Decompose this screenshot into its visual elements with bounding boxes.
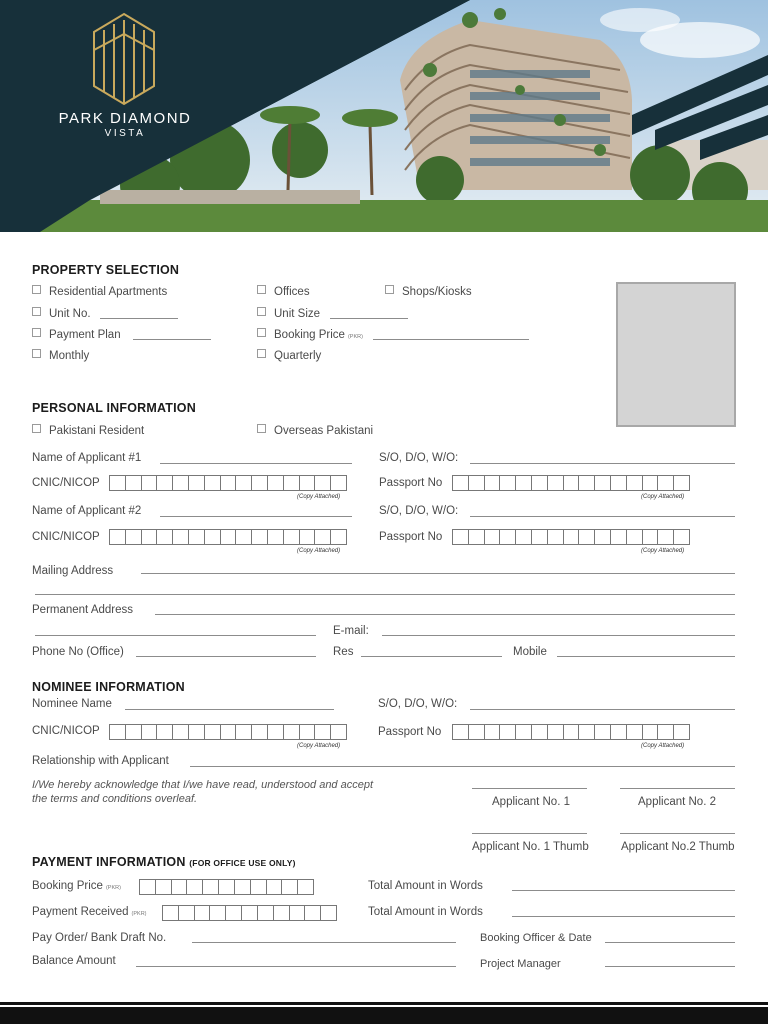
permanent-address-label: Permanent Address (32, 604, 134, 616)
payment-subtitle: (FOR OFFICE USE ONLY) (189, 858, 296, 868)
nominee-name-field[interactable] (125, 709, 334, 710)
personal-section-title: PERSONAL INFORMATION (32, 401, 196, 415)
phone-office-field[interactable] (136, 656, 316, 657)
copy-attached-note: (Copy Attached) (641, 743, 685, 749)
acknowledge-text (32, 778, 373, 806)
copy-attached-note: (Copy Attached) (297, 743, 341, 749)
payment-received-label (32, 906, 147, 918)
applicant2-passport-label: Passport No (379, 531, 443, 543)
diamond-logo-icon (94, 14, 154, 104)
applicant2-cnic-label: CNIC/NICOP (32, 531, 100, 543)
pkr-label: (PKR) (105, 885, 121, 891)
checkbox-icon (257, 285, 266, 294)
shops-checkbox[interactable] (385, 285, 472, 298)
acknowledge-line2: the terms and conditions overleaf. (32, 793, 198, 805)
residential-checkbox[interactable] (32, 285, 167, 298)
unit-no-field[interactable] (100, 318, 178, 319)
brand-name: PARK DIAMOND (58, 110, 192, 127)
mailing-address-field-2[interactable] (35, 594, 735, 595)
balance-amount-field[interactable] (136, 966, 456, 967)
booking-price-label: Booking Price (274, 329, 345, 341)
unit-size-field[interactable] (330, 318, 408, 319)
applicant2-so-field[interactable] (470, 516, 735, 517)
res-label: Res (333, 646, 354, 658)
project-manager-label: Project Manager (480, 958, 561, 970)
booking-officer-field[interactable] (605, 942, 735, 943)
applicant2-passport-field[interactable] (452, 529, 690, 545)
applicant2-thumb-label: Applicant No.2 Thumb (621, 841, 735, 853)
applicant2-signature-label: Applicant No. 2 (638, 796, 716, 808)
photo-box[interactable] (616, 282, 736, 427)
applicant1-field[interactable] (160, 463, 352, 464)
payment-title: PAYMENT INFORMATION (32, 855, 186, 869)
booking-officer-label: Booking Officer & Date (480, 932, 592, 944)
email-field[interactable] (382, 635, 735, 636)
payment-received-text: Payment Received (32, 906, 129, 918)
acknowledge-line1: I/We hereby acknowledge that I/we have read, understood and accept (32, 779, 374, 791)
total-words-label-1: Total Amount in Words (368, 880, 483, 892)
project-manager-field[interactable] (605, 966, 735, 967)
nominee-name-label: Nominee Name (32, 698, 112, 710)
applicant1-thumb-label: Applicant No. 1 Thumb (472, 841, 589, 853)
unit-no-label: Unit No. (49, 308, 91, 320)
brand-sub: VISTA (104, 128, 146, 139)
checkbox-icon (32, 285, 41, 294)
balance-amount-label: Balance Amount (32, 955, 116, 967)
applicant2-signature-field[interactable] (620, 788, 735, 789)
relationship-field[interactable] (190, 766, 735, 767)
mobile-label: Mobile (513, 646, 547, 658)
nominee-so-label: S/O, D/O, W/O: (378, 698, 458, 710)
applicant2-thumb-field[interactable] (620, 833, 735, 834)
applicant1-label: Name of Applicant #1 (32, 452, 142, 464)
mailing-address-label: Mailing Address (32, 565, 114, 577)
checkbox-icon (32, 328, 41, 337)
checkbox-icon (257, 349, 266, 358)
overseas-checkbox[interactable] (257, 424, 373, 437)
quarterly-label: Quarterly (274, 350, 322, 362)
checkbox-icon (257, 307, 266, 316)
pay-booking-price-label (32, 880, 121, 892)
checkbox-icon (257, 328, 266, 337)
copy-attached-note: (Copy Attached) (641, 548, 685, 554)
nominee-section-title: NOMINEE INFORMATION (32, 680, 185, 694)
pay-order-field[interactable] (192, 942, 456, 943)
applicant1-passport-field[interactable] (452, 475, 690, 491)
payment-received-field[interactable] (162, 905, 337, 921)
unit-size-label: Unit Size (274, 308, 321, 320)
permanent-address-field-2[interactable] (35, 635, 316, 636)
applicant1-signature-field[interactable] (472, 788, 587, 789)
property-section-title: PROPERTY SELECTION (32, 263, 180, 277)
offices-checkbox[interactable] (257, 285, 310, 298)
nominee-so-field[interactable] (470, 709, 735, 710)
total-words-field-1[interactable] (512, 890, 735, 891)
pkr-label: (PKR) (347, 334, 363, 340)
applicant1-thumb-field[interactable] (472, 833, 587, 834)
pak-resident-checkbox[interactable] (32, 424, 144, 437)
pak-resident-label: Pakistani Resident (49, 425, 145, 437)
booking-price-field[interactable] (373, 339, 529, 340)
applicant2-so-label: S/O, D/O, W/O: (379, 505, 459, 517)
total-words-field-2[interactable] (512, 916, 735, 917)
applicant2-field[interactable] (160, 516, 352, 517)
booking-price-text: Booking Price (32, 880, 103, 892)
payment-section-title (32, 855, 296, 869)
overseas-label: Overseas Pakistani (274, 425, 374, 437)
pkr-label: (PKR) (131, 911, 147, 917)
email-label: E-mail: (333, 625, 369, 637)
copy-attached-note: (Copy Attached) (297, 548, 341, 554)
nominee-cnic-field[interactable] (109, 724, 347, 740)
unit-size-checkbox[interactable] (257, 307, 320, 320)
phone-office-label: Phone No (Office) (32, 646, 124, 658)
applicant2-cnic-field[interactable] (109, 529, 347, 545)
residential-label: Residential Apartments (49, 286, 168, 298)
applicant1-so-label: S/O, D/O, W/O: (379, 452, 459, 464)
mailing-address-field[interactable] (141, 573, 735, 574)
payment-plan-checkbox[interactable] (32, 328, 121, 341)
applicant2-label: Name of Applicant #2 (32, 505, 142, 517)
header-banner (0, 0, 768, 232)
applicant1-passport-label: Passport No (379, 477, 443, 489)
monthly-label: Monthly (49, 350, 90, 362)
total-words-label-2: Total Amount in Words (368, 906, 483, 918)
nominee-passport-label: Passport No (378, 726, 442, 738)
pay-booking-price-field[interactable] (139, 879, 314, 895)
checkbox-icon (257, 424, 266, 433)
permanent-address-field[interactable] (155, 614, 735, 615)
footer-bar (0, 1002, 768, 1024)
res-field[interactable] (361, 656, 502, 657)
relationship-label: Relationship with Applicant (32, 755, 169, 767)
applicant1-cnic-label: CNIC/NICOP (32, 477, 100, 489)
applicant1-so-field[interactable] (470, 463, 735, 464)
offices-label: Offices (274, 286, 310, 298)
checkbox-icon (32, 349, 41, 358)
quarterly-checkbox[interactable] (257, 349, 321, 362)
payment-plan-label: Payment Plan (49, 329, 121, 341)
nominee-passport-field[interactable] (452, 724, 690, 740)
shops-label: Shops/Kiosks (402, 286, 472, 298)
checkbox-icon (32, 424, 41, 433)
applicant1-signature-label: Applicant No. 1 (492, 796, 570, 808)
copy-attached-note: (Copy Attached) (641, 494, 685, 500)
unit-no-checkbox[interactable] (32, 307, 91, 320)
pay-order-label: Pay Order/ Bank Draft No. (32, 932, 167, 944)
nominee-cnic-label: CNIC/NICOP (32, 725, 100, 737)
applicant1-cnic-field[interactable] (109, 475, 347, 491)
payment-plan-field[interactable] (133, 339, 211, 340)
booking-price-checkbox[interactable] (257, 328, 363, 341)
copy-attached-note: (Copy Attached) (297, 494, 341, 500)
monthly-checkbox[interactable] (32, 349, 89, 362)
checkbox-icon (385, 285, 394, 294)
mobile-field[interactable] (557, 656, 735, 657)
checkbox-icon (32, 307, 41, 316)
